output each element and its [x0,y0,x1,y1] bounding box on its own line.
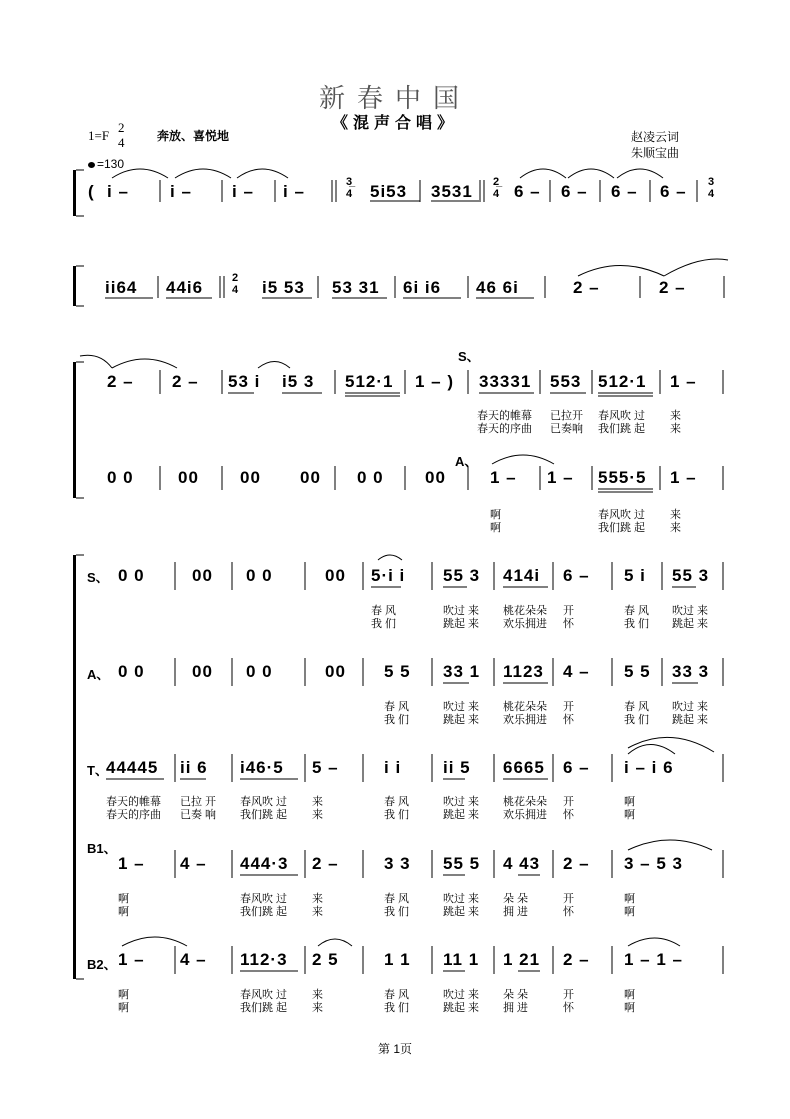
note-cell: 5i53 [370,182,408,201]
lyric: 啊 [490,509,501,521]
lyric: 我 们 [371,618,397,630]
lyric: 已拉开 [550,410,583,422]
time-change: 2̲ 4 [493,176,501,200]
voice-label-soprano: S、 [458,349,480,364]
lyric: 朵 朵 [503,893,529,905]
note-cell: 53 31 [332,278,380,297]
note-cell: i46·5 [240,758,284,777]
note-cell: 00 [325,566,346,585]
note-cell: 00 [240,468,261,487]
lyric: 跳起 来 [672,714,709,726]
lyric: 欢乐拥进 [503,809,547,821]
note-cell: i – i 6 [624,758,674,777]
note-cell: 1 – [670,372,697,391]
note-cell: 6665 [503,758,545,777]
note-cell: 6 – [563,566,590,585]
lyric: 怀 [563,714,574,726]
system-open-paren: ( [88,182,95,201]
lyric: 春 风 [384,701,410,713]
note-cell: 3 – 5 3 [624,854,683,873]
note-cell: 44445 [106,758,159,777]
lyric: 来 [312,906,323,918]
note-cell: 6 – [611,182,638,201]
lyric: 春风吹 过 [240,893,288,905]
lyric: 我们跳 起 [240,1002,288,1014]
lyric: 怀 [563,618,574,630]
lyric: 春风吹 过 [240,796,288,808]
lyric: 吹过 来 [443,701,480,713]
lyric: 春风吹 过 [598,509,646,521]
ties [80,169,728,946]
time-denominator: 4 [118,135,125,150]
lyric: 跳起 来 [672,618,709,630]
page-title: 新春中国 [318,84,471,114]
note-cell: 6 – [563,758,590,777]
lyric: 我 们 [624,714,650,726]
key-signature: 1=F [88,128,110,143]
note-cell: 53 i [228,372,261,391]
lyric: 来 [670,509,681,521]
note-cell: 0 0 [118,566,145,585]
lyric: 已拉 开 [180,796,217,808]
lyric: 开 [563,893,574,905]
time-change: 3̲ 4 [346,176,354,200]
lyric: 啊 [624,989,635,1001]
note-cell: i i [384,758,402,777]
lyric: 我们跳 起 [598,423,646,435]
note-cell: 5 5 [384,662,411,681]
lyric: 已奏 响 [180,809,217,821]
voice-label-alto: A、 [455,454,478,469]
note-cell: 3531 [431,182,473,201]
lyric: 啊 [624,893,635,905]
lyric: 欢乐拥进 [503,618,547,630]
lyric: 春风吹 过 [598,410,646,422]
note-cell: 6 – [660,182,687,201]
note-cell: i – [170,182,192,201]
note-cell: i5 53 [262,278,305,297]
note-cell: 33331 [479,372,532,391]
note-cell: 0 0 [118,662,145,681]
lyric: 朵 朵 [503,989,529,1001]
note-cell: 0 0 [246,662,273,681]
lyric: 已奏响 [550,423,583,435]
page-number: 第 1页 [377,1042,412,1056]
lyric: 来 [670,423,681,435]
note-cell: i – [283,182,305,201]
note-cell: 00 [192,566,213,585]
note-cell: 2 – [172,372,199,391]
note-cell: 3 3 [384,854,411,873]
lyric: 春天的帷幕 [477,410,532,422]
note-cell: 1 – [490,468,517,487]
voice-label-soprano: S、 [87,570,109,585]
note-cell: 00 [325,662,346,681]
note-cell: ii 6 [180,758,208,777]
note-cell: 6i i6 [403,278,442,297]
time-change: 2 4 [232,272,240,296]
note-cell: 0 0 [246,566,273,585]
note-cell: 2 – [107,372,134,391]
note-cell: 1 – [118,950,145,969]
note-cell: 2 – [563,854,590,873]
lyric: 我 们 [384,1002,410,1014]
lyric: 我们跳 起 [598,522,646,534]
note-cell: 5 5 [624,662,651,681]
lyric: 啊 [624,809,635,821]
lyric: 桃花朵朵 [503,605,547,617]
composer-credit: 朱顺宝曲 [631,146,680,160]
note-cell: 1 – [670,468,697,487]
note-cell: 4 – [180,854,207,873]
note-cell: 5·i i [371,566,406,585]
note-cell: 1 1 [384,950,411,969]
lyric: 啊 [624,1002,635,1014]
note-cell: i5 3 [282,372,315,391]
note-cell: 444·3 [240,854,289,873]
note-cell: 112·3 [240,950,288,969]
note-cell: 5 i [624,566,646,585]
note-cell: 2 5 [312,950,339,969]
note-cell: 55 3 [443,566,481,585]
note-cell: 1 – 1 – [624,950,683,969]
lyric: 我 们 [384,906,410,918]
lyric: 啊 [624,796,635,808]
note-cell: 00 [192,662,213,681]
note-cell: 1 – [118,854,145,873]
lyric: 怀 [563,809,574,821]
note-cell: i – [107,182,129,201]
lyric: 春 风 [384,989,410,1001]
lyric: 来 [312,989,323,1001]
lyric: 跳起 来 [443,714,480,726]
lyric: 春风吹 过 [240,989,288,1001]
lyric: 我 们 [384,809,410,821]
voice-label-bass2: B2、 [87,957,117,972]
expression-mark: 奔放、喜悦地 [157,129,230,143]
note-cell: 46 6i [476,278,519,297]
lyric: 春 风 [384,893,410,905]
lyric: 吹过 来 [672,701,709,713]
note-cell: i – [232,182,254,201]
note-cell: 00 [178,468,199,487]
lyric: 春天的序曲 [106,809,161,821]
page-subtitle: 《混声合唱》 [331,115,458,132]
note-cell: 0 0 [357,468,384,487]
note-cell: 33 1 [443,662,481,681]
tempo-mark: =130 [88,157,124,171]
lyric: 跳起 来 [443,618,480,630]
lyric: 我 们 [624,618,650,630]
lyric: 来 [670,410,681,422]
lyric: 啊 [118,989,129,1001]
lyric: 开 [563,605,574,617]
lyric: 欢乐拥进 [503,714,547,726]
lyric: 跳起 来 [443,906,480,918]
lyric: 来 [312,809,323,821]
lyric: 来 [670,522,681,534]
lyric: 啊 [624,906,635,918]
lyric: 跳起 来 [443,809,480,821]
lyric: 跳起 来 [443,1002,480,1014]
barlines [76,170,724,979]
note-cell: 4 – [563,662,590,681]
voice-label-alto: A、 [87,667,110,682]
lyric: 来 [312,1002,323,1014]
lyric: 春天的帷幕 [106,796,161,808]
note-cell: 555·5 [598,468,647,487]
note-cell: 2 – [573,278,600,297]
note-cell: 2 – [312,854,339,873]
note-cell: 6 – [514,182,541,201]
lyric: 吹过 来 [443,893,480,905]
lyric: 吹过 来 [443,796,480,808]
note-cell: 44i6 [166,278,204,297]
note-cell: 512·1 [345,372,394,391]
note-cell: 55 3 [672,566,710,585]
note-cell: 5 – [312,758,339,777]
lyric: 来 [312,893,323,905]
lyric: 我们跳 起 [240,809,288,821]
lyric: 拥 进 [503,906,529,918]
lyric: 啊 [118,906,129,918]
note-cell: 4 – [180,950,207,969]
lyric: 春 风 [624,605,650,617]
lyric: 吹过 来 [672,605,709,617]
note-cell: 2 – [563,950,590,969]
note-cell: 00 [300,468,321,487]
note-cell: 33 3 [672,662,710,681]
voice-label-bass1: B1、 [87,841,117,856]
lyric: 怀 [563,906,574,918]
time-numerator: 2 [118,120,125,135]
lyric: 开 [563,796,574,808]
note-cell: 00 [425,468,446,487]
lyric: 春 风 [371,605,397,617]
lyric: 春 风 [624,701,650,713]
note-cell: 1123 [503,662,544,681]
note-cell: 1 21 [503,950,541,969]
lyric: 吹过 来 [443,989,480,1001]
note-cell: 4 43 [503,854,541,873]
note-cell: 0 0 [107,468,134,487]
lyric: 春 风 [384,796,410,808]
note-cell: ii64 [105,278,138,297]
note-cell: 6 – [561,182,588,201]
time-change: 3 4 [708,176,716,200]
note-cell: 55 5 [443,854,481,873]
lyric: 我 们 [384,714,410,726]
lyric: 啊 [118,1002,129,1014]
voice-label-tenor: T、 [87,763,108,778]
lyricist-credit: 赵凌云词 [631,130,680,144]
lyric: 来 [312,796,323,808]
lyric: 春天的序曲 [477,423,532,435]
lyric: 开 [563,701,574,713]
note-cell: 11 1 [443,950,480,969]
note-cell: 512·1 [598,372,647,391]
lyric: 桃花朵朵 [503,796,547,808]
lyric: 开 [563,989,574,1001]
note-cell: ii 5 [443,758,471,777]
lyric: 我们跳 起 [240,906,288,918]
lyric: 怀 [563,1002,574,1014]
note-cell: 414i [503,566,541,585]
lyric: 桃花朵朵 [503,701,547,713]
lyric: 啊 [118,893,129,905]
beams [105,201,698,971]
note-cell: 1 – [547,468,574,487]
note-cell: 2 – [659,278,686,297]
lyric: 吹过 来 [443,605,480,617]
note-cell: 1 – ) [415,372,455,391]
lyric: 拥 进 [503,1002,529,1014]
note-cell: 553 [550,372,582,391]
lyric: 啊 [490,522,501,534]
